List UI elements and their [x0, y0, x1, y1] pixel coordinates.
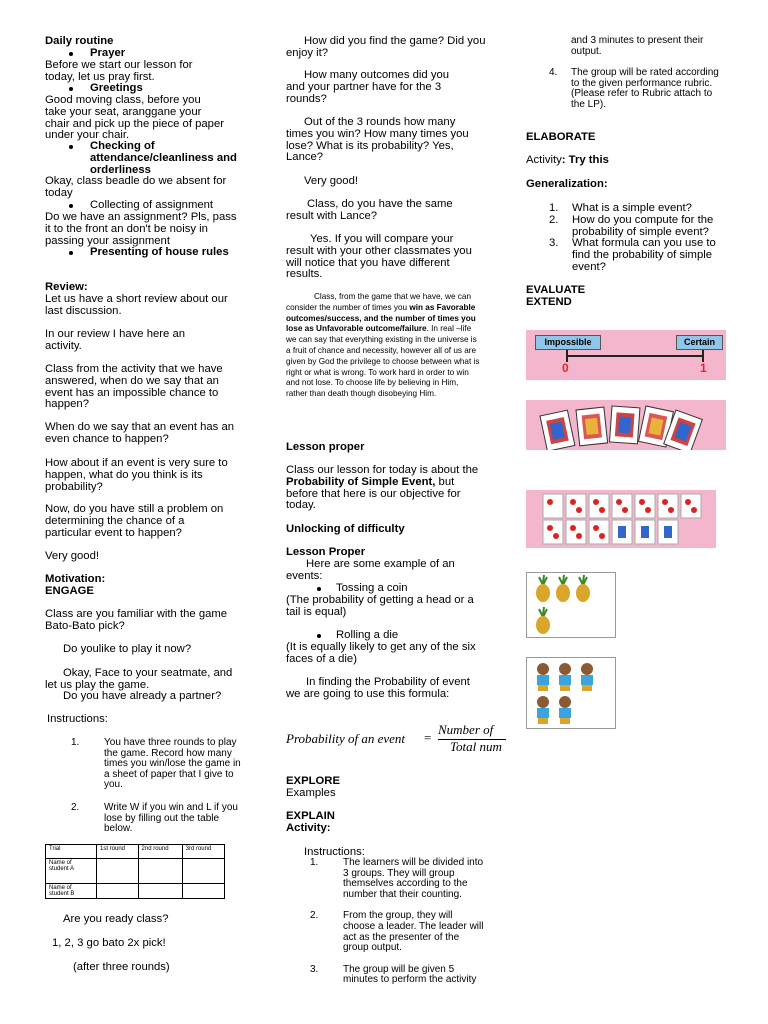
ready-text: Are you ready class? [63, 913, 169, 925]
bullet [69, 87, 73, 91]
list-item: 3. The group will be given 5 minutes to perform the activity [310, 963, 477, 986]
collecting-heading: Collecting of assignment [90, 199, 214, 211]
pineapples-image [526, 572, 616, 638]
question-text: How did you find the game? Did you enjoy it? [286, 35, 486, 59]
engage-text: Do you have already a partner? [63, 690, 222, 702]
rolling-note: (It is equally likely to get any of the six faces of a die) [286, 641, 476, 665]
table-row: Name of student B [46, 884, 225, 899]
review-paragraph: Class from the activity that we have answered, when do we say that an event has an impossible chance to happen? [45, 363, 223, 411]
child-figures-icon [527, 658, 615, 728]
probability-scale-image [526, 330, 726, 380]
elaborate-heading: ELABORATE [526, 131, 596, 143]
review-paragraph: How about if an event is very sure to happen, what do you think is its probability? [45, 457, 228, 493]
generalization-heading: Generalization: [526, 178, 608, 190]
list-item: 2. How do you compute for the probability of simple event? [549, 213, 714, 238]
go-text: 1, 2, 3 go bato 2x pick! [52, 937, 166, 949]
very-good-text: Very good! [304, 175, 359, 187]
engage-text: Do youlike to play it now? [63, 643, 192, 655]
tossing-note: (The probability of getting a head or a tail is equal) [286, 594, 474, 618]
explore-heading: EXPLORE [286, 775, 340, 787]
scale-line [567, 355, 703, 357]
bullet [69, 251, 73, 255]
lesson-proper-text: Class our lesson for today is about the Probability of Simple Event, but before that here is our objective for today. [286, 464, 479, 512]
review-paragraph: Now, do you have still a problem on determining the chance of a particular event to happen? [45, 503, 224, 539]
greetings-heading: Greetings [90, 82, 143, 94]
instructions-heading: Instructions: [47, 713, 108, 725]
impossible-label: Impossible [535, 335, 601, 350]
prayer-heading: Prayer [90, 47, 126, 59]
instruction-list [71, 738, 246, 847]
generalization-list [549, 203, 729, 274]
hearts-cards-image [526, 490, 716, 548]
scale-zero: 0 [562, 361, 569, 375]
question-text: Class, do you have the same result with Lance? [286, 198, 453, 222]
engage-text: Okay, Face to your seatmate, and let us play the game. [45, 667, 233, 691]
list-item: The group will be rated according to the given performance rubric. (Please refer to Rubric attach to the LP). [571, 67, 719, 110]
list-item-continuation: and 3 minutes to present their output. [571, 35, 704, 57]
list-item: 2. Write W if you win and L if you lose by filling out the table below. [71, 801, 238, 835]
daily-routine-heading: Daily routine [45, 35, 114, 47]
finding-text: In finding the Probability of event we are going to use this formula: [286, 676, 470, 700]
bullet [69, 52, 73, 56]
certain-label: Certain [676, 335, 723, 350]
list-item: 2. From the group, they will choose a leader. The leader will act as the presenter of the group output. [310, 910, 484, 954]
lesson-proper-heading: Lesson Proper [286, 546, 366, 558]
bullet [69, 204, 73, 208]
activity-heading: Activity: [286, 822, 331, 834]
greetings-text: Good moving class, before you take your seat, aranggane your chair and pick up the piece of paper under your chair. [45, 94, 224, 142]
motivation-heading: Motivation: [45, 573, 106, 585]
explain-heading: EXPLAIN [286, 810, 335, 822]
tossing-item: Tossing a coin [336, 582, 408, 594]
engage-heading: ENGAGE [45, 585, 94, 597]
prayer-text: Before we start our lesson for today, let us pray first. [45, 59, 193, 83]
checking-text: Okay, class beadle do we absent for today [45, 175, 227, 199]
collecting-text: Do we have an assignment? Pls, pass it to the front an don't be noisy in passing your assignment [45, 211, 237, 247]
list-item: 1. The learners will be divided into 3 groups. They will group themselves according to the number that their counting. [310, 857, 484, 900]
very-good-text: Very good! [45, 550, 100, 562]
review-paragraph: In our review I have here an activity. [45, 328, 186, 352]
table-row: Trial 1st round 2nd round 3rd round [46, 845, 225, 859]
instruction-list [310, 858, 485, 998]
engage-text: Class are you familiar with the game Bato-Bato pick? [45, 608, 228, 632]
children-image [526, 657, 616, 729]
after-text: (after three rounds) [73, 961, 170, 973]
bullet [317, 587, 321, 591]
bullet [69, 145, 73, 149]
list-item: 1. What is a simple event? [549, 202, 692, 214]
review-paragraph: When do we say that an event has an even chance to happen? [45, 421, 235, 445]
face-cards-image [526, 400, 726, 450]
activity-line: Activity: Try this [526, 154, 609, 166]
list-item-number: 4. [549, 67, 558, 78]
review-heading: Review: [45, 281, 88, 293]
checking-heading: Checking of attendance/cleanliness and orderliness [90, 140, 237, 176]
unlocking-heading: Unlocking of difficulty [286, 523, 405, 535]
scale-one: 1 [700, 361, 707, 375]
presenting-heading: Presenting of house rules [90, 246, 229, 258]
list-item: 1. You have three rounds to play the game. Record how many times you win/lose the game in a sheet of paper that I give to you. [71, 737, 241, 791]
question-text: Yes. If you will compare your result with your other classmates you will notice that you have different results. [286, 233, 472, 281]
question-text: How many outcomes did you and your partner have for the 3 rounds? [286, 69, 450, 105]
review-text: Let us have a short review about our last discussion. [45, 293, 228, 317]
heart-cards-icon [526, 490, 716, 548]
extend-heading: EXTEND [526, 296, 572, 308]
table-row: Name of student A [46, 859, 225, 884]
examples-intro: Here are some example of an events: [286, 558, 455, 582]
lesson-proper-heading: Lesson proper [286, 441, 365, 453]
score-table [45, 844, 225, 899]
examples-text: Examples [286, 787, 336, 799]
playing-cards-icon [526, 400, 726, 450]
instructions-heading: Instructions: [304, 846, 365, 858]
rolling-item: Rolling a die [336, 629, 399, 641]
values-paragraph: Class, from the game that we have, we can consider the number of times you win as Favorable outcomes/success, and the number of times you lose as Unfavorable outcome/failure. In real –life we can say that everything existing in the universe is a fruit of chance and necessity, however all of us are given by God the privilege to choose between what is right or what is wrong. To work hard in order to win and not lose. To choose life by believing in Him, rather than death though disobeying Him. [286, 292, 480, 399]
evaluate-heading: EVALUATE [526, 284, 586, 296]
pineapple-icon [527, 573, 615, 637]
probability-formula: Probability of an event = Number of Total num [286, 722, 506, 756]
question-text: Out of the 3 rounds how many times you win? How many times you lose? What is its probability? Yes, Lance? [286, 116, 469, 164]
list-item: 3. What formula can you use to find the probability of simple event? [549, 237, 716, 273]
bullet [317, 634, 321, 638]
